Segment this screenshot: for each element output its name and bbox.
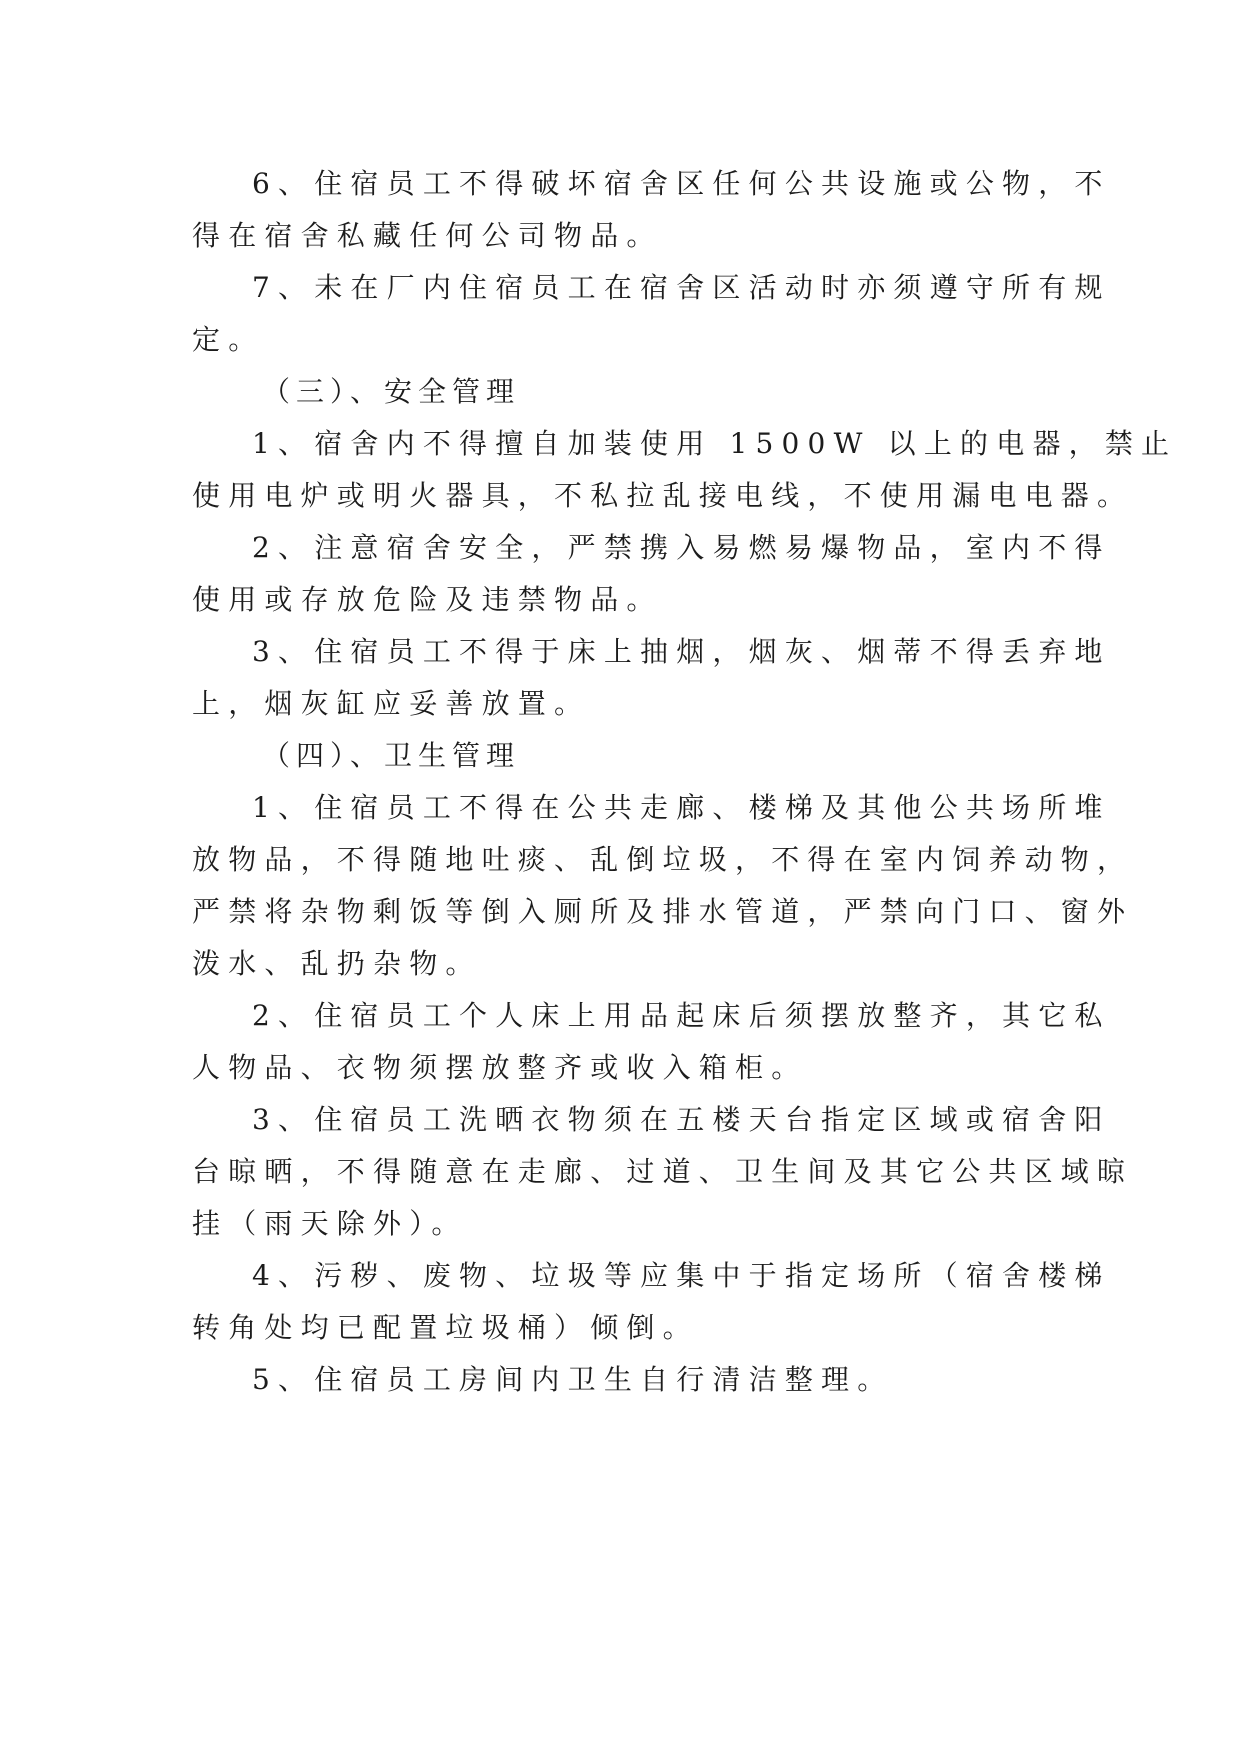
paragraph-line: 定。 — [192, 323, 265, 356]
paragraph-line: 转角处均已配置垃圾桶）倾倒。 — [192, 1311, 699, 1344]
paragraph-line: 上，烟灰缸应妥善放置。 — [192, 687, 591, 720]
paragraph-line: 6、住宿员工不得破坏宿舍区任何公共设施或公物，不 — [252, 167, 1111, 200]
section-heading: （三）、安全管理 — [262, 375, 521, 408]
paragraph-line: 得在宿舍私藏任何公司物品。 — [192, 219, 663, 252]
paragraph-line: 1、宿舍内不得擅自加装使用 1500W 以上的电器，禁止 — [252, 427, 1178, 460]
paragraph-line: 使用或存放危险及违禁物品。 — [192, 583, 663, 616]
paragraph-line: 挂（雨天除外）。 — [192, 1207, 468, 1240]
paragraph-line: 2、住宿员工个人床上用品起床后须摆放整齐，其它私 — [252, 999, 1111, 1032]
paragraph-line: 5、住宿员工房间内卫生自行清洁整理。 — [252, 1363, 894, 1396]
section-heading: （四）、卫生管理 — [262, 739, 521, 772]
paragraph-line: 泼水、乱扔杂物。 — [192, 947, 482, 980]
paragraph-line: 2、注意宿舍安全，严禁携入易燃易爆物品，室内不得 — [252, 531, 1111, 564]
paragraph-line: 4、污秽、废物、垃圾等应集中于指定场所（宿舍楼梯 — [252, 1259, 1111, 1292]
paragraph-line: 严禁将杂物剩饭等倒入厕所及排水管道，严禁向门口、窗外 — [192, 895, 1134, 928]
paragraph-line: 人物品、衣物须摆放整齐或收入箱柜。 — [192, 1051, 808, 1084]
paragraph-line: 7、未在厂内住宿员工在宿舍区活动时亦须遵守所有规 — [252, 271, 1111, 304]
paragraph-line: 1、住宿员工不得在公共走廊、楼梯及其他公共场所堆 — [252, 791, 1111, 824]
paragraph-line: 使用电炉或明火器具，不私拉乱接电线，不使用漏电电器。 — [192, 479, 1134, 512]
paragraph-line: 3、住宿员工不得于床上抽烟，烟灰、烟蒂不得丢弃地 — [252, 635, 1111, 668]
paragraph-line: 3、住宿员工洗晒衣物须在五楼天台指定区域或宿舍阳 — [252, 1103, 1111, 1136]
paragraph-line: 放物品，不得随地吐痰、乱倒垃圾，不得在室内饲养动物， — [192, 843, 1134, 876]
paragraph-line: 台晾晒，不得随意在走廊、过道、卫生间及其它公共区域晾 — [192, 1155, 1134, 1188]
